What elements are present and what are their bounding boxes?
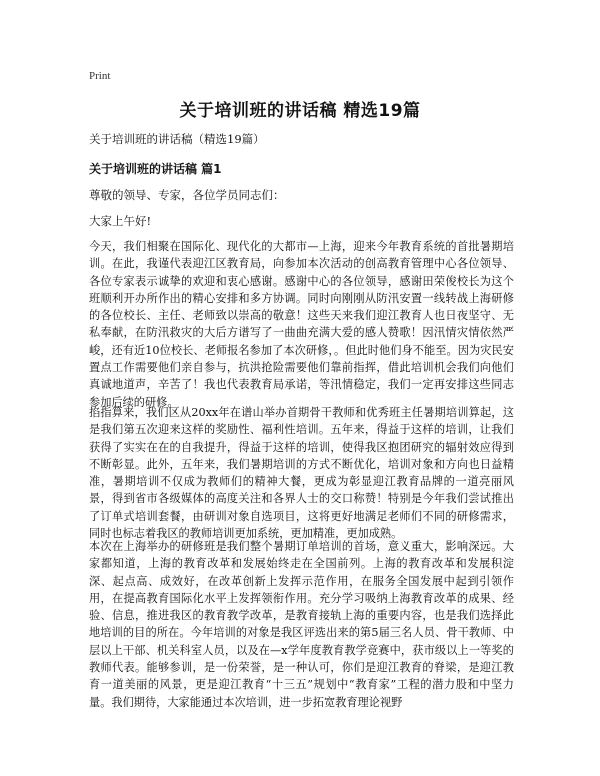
print-label: Print: [89, 70, 111, 82]
body-paragraph: 本次在上海举办的研修班是我们整个暑期订单培训的首场，意义重大，影响深远。大家都知道，上海的教育改革和发展始终走在全国前列。上海的教育改革和发展积淀深、起点高、成效好，在改革创新上发挥示范作用，在服务全国发展中起到引领作用，在提高教育国际化水平上发挥领衔作用。充分学习吸纳上海教育改革的成果、经验、信息，推进我区的教育教学改革，是教育接轨上海的重要内容，也是我们选择此地培训的目的所在。今年培训的对象是我区评选出来的第5届三名人员、骨干教师、中层以上干部、机关科室人员，以及在—x学年度教育教学竞赛中，获市级以上一等奖的教师代表。能够参训，是一份荣誉，是一种认可，你们是迎江教育的脊梁，是迎江教育一道美丽的风景，更是迎江教育“十三五”规划中“教育家”工程的潜力股和中坚力量。我们期待，大家能通过本次培训，进一步拓宽教育理论视野: [89, 540, 514, 709]
document-subtitle: 关于培训班的讲话稿（精选19篇）: [89, 132, 265, 146]
body-paragraph: 掐指算来，我们区从20xx年在谱山举办首期骨干教师和优秀班主任暑期培训算起，这是我们第五次迎来这样的奖励性、福利性培训。五年来，得益于这样的培训，让我们获得了实实在在的自我提升，得益于这样的培训，使得我区抱团研究的辐射效应得到不断彰显。此外，五年来，我们暑期培训的方式不断优化，培训对象和方向也日益精准，暑期培训不仅成为教师们的精神大餐，更成为彰显迎江教育品牌的一道亮丽风景，得到省市各级媒体的高度关注和各界人士的交口称赞！特别是今年我们尝试推出了订单式培训套餐，由研训对象自选项目，这将更好地满足老师们不同的研修需求，同时也标志着我区的教师培训更加系统，更加精准，更加成熟。: [89, 406, 514, 541]
greeting-line: 尊敬的领导、专家，各位学员同志们：: [89, 188, 285, 202]
body-paragraph: 今天，我们相聚在国际化、现代化的大都市—上海，迎来今年教育系统的首批暑期培训。在此，我谨代表迎江区教育局，向参加本次活动的创高教育管理中心各位领导、各位专家表示诚挚的欢迎和衷心感谢。感谢中心的各位领导，感谢田荣俊校长为这个班顺利开办所作出的精心安排和多方协调。同时向刚刚从防汛安置一线转战上海研修的各位校长、主任、老师致以崇高的敬意！这些天来我们迎江教育人也日夜坚守、无私奉献，在防汛救灾的大后方谱写了一曲曲充满大爱的感人赞歌！因汛情灾情依然严峻，还有近10位校长、老师报名参加了本次研修，。但此时他们身不能至。因为灾民安置点工作需要他们亲自参与，抗洪抢险需要他们靠前指挥，借此培训机会我们向他们真诚地道声，辛苦了！我也代表教育局承诺，等汛情稳定，我们一定再安排这些同志参加后续的研修。: [89, 240, 514, 409]
opening-line: 大家上午好!: [89, 214, 152, 228]
section-heading: 关于培训班的讲话稿 篇1: [89, 162, 222, 176]
document-title: 关于培训班的讲话稿 精选19篇: [179, 101, 421, 121]
